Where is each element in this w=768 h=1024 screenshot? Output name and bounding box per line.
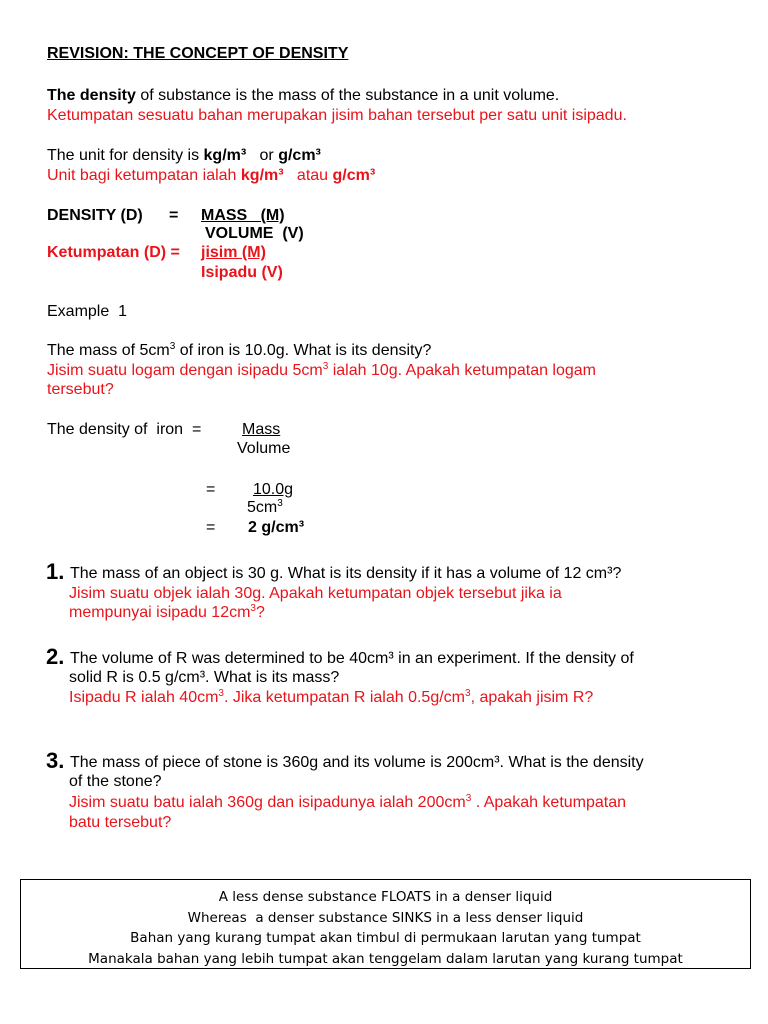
working-value-numerator: 10.0g	[253, 481, 294, 498]
question-2-malay	[69, 688, 593, 707]
question-number: 2.	[46, 644, 65, 669]
formula-malay-denominator: Isipadu (V)	[201, 264, 283, 281]
question-1-malay-part: mempunyai isipadu 12cm	[69, 604, 251, 621]
definition-term: The density	[47, 87, 136, 104]
question-number: 3.	[46, 748, 65, 773]
question-3-malay-2: batu tersebut?	[69, 814, 172, 831]
example-question-part: of iron is 10.0g. What is its density?	[175, 342, 432, 359]
unit-or: or	[246, 147, 279, 164]
question-1-text: The mass of an object is 30 g. What is its density if it has a volume of 12 cm³?	[70, 565, 622, 582]
question-3-malay	[69, 793, 626, 812]
question-1-malay-part: ?	[255, 604, 265, 621]
example-question-malay-2: tersebut?	[47, 381, 114, 398]
working-answer: 2 g/cm³	[248, 519, 305, 536]
superscript: 3	[322, 361, 329, 372]
example-question-malay	[47, 361, 596, 380]
unit-g: g/cm³	[278, 147, 321, 164]
example-question-part: The mass of 5cm	[47, 342, 170, 359]
note-line: Manakala bahan yang lebih tumpat akan tenggelam dalam larutan yang kurang tumpat	[88, 950, 683, 967]
question-3-text-2: of the stone?	[69, 773, 162, 790]
working-denominator: Volume	[237, 440, 291, 457]
definition-malay: Ketumpatan sesuatu bahan merupakan jisim bahan tersebut per satu unit isipadu.	[47, 107, 627, 124]
formula-malay-lhs: Ketumpatan (D) =	[47, 244, 180, 261]
question-3-malay-part: Jisim suatu batu ialah 360g dan isipadunya ialah 200cm	[69, 794, 466, 811]
question-3-text: The mass of piece of stone is 360g and its volume is 200cm³. What is the density	[70, 754, 644, 771]
superscript: 3	[465, 793, 472, 804]
definition-line	[47, 86, 559, 105]
question-2-text-2: solid R is 0.5 g/cm³. What is its mass?	[69, 669, 340, 686]
page-title: REVISION: THE CONCEPT OF DENSITY	[47, 45, 349, 62]
formula-numerator: MASS (M)	[201, 207, 285, 224]
formula-malay-numerator: jisim (M)	[201, 244, 266, 261]
working-value-denominator-base: 5cm	[247, 499, 278, 516]
unit-malay-g: g/cm³	[332, 167, 376, 184]
example-question	[47, 341, 431, 360]
unit-malay-prefix: Unit bagi ketumpatan ialah	[47, 167, 241, 184]
note-line: A less dense substance FLOATS in a denser liquid	[218, 889, 553, 905]
superscript: 3	[169, 341, 176, 352]
question-2-malay-part: , apakah jisim R?	[470, 689, 594, 706]
question-2-text: The volume of R was determined to be 40cm³ in an experiment. If the density of	[70, 650, 634, 667]
superscript: 3	[465, 688, 471, 699]
superscript: 3	[277, 498, 283, 509]
unit-malay-line	[47, 166, 375, 185]
working-numerator: Mass	[242, 421, 281, 438]
question-number: 1.	[46, 559, 65, 584]
note-box	[20, 879, 751, 969]
formula-denominator: VOLUME (V)	[205, 225, 304, 242]
note-line: Whereas a denser substance SINKS in a less denser liquid	[187, 909, 584, 926]
question-1-malay-2	[69, 603, 265, 622]
formula-equals: =	[169, 207, 179, 224]
question-3-malay-part: . Apakah ketumpatan	[471, 794, 627, 811]
question-1-malay: Jisim suatu objek ialah 30g. Apakah ketumpatan objek tersebut jika ia	[69, 585, 562, 602]
example-title: Example 1	[47, 303, 128, 320]
unit-line	[47, 146, 321, 165]
unit-kg: kg/m³	[203, 147, 247, 164]
unit-malay-kg: kg/m³	[240, 167, 284, 184]
unit-malay-or: atau	[283, 167, 333, 184]
working-lhs: The density of iron =	[47, 421, 202, 438]
superscript: 3	[218, 688, 224, 699]
question-2-malay-part: . Jika ketumpatan R ialah 0.5g/cm	[223, 689, 465, 706]
working-value-denominator	[247, 498, 283, 517]
working-equals-2: =	[206, 481, 216, 498]
superscript: 3	[250, 603, 256, 614]
example-malay-part: ialah 10g. Apakah ketumpatan logam	[328, 362, 597, 379]
working-equals-3: =	[206, 519, 216, 536]
question-2-malay-part: Isipadu R ialah 40cm	[69, 689, 219, 706]
example-malay-part: Jisim suatu logam dengan isipadu 5cm	[47, 362, 323, 379]
definition-text: of substance is the mass of the substance in a unit volume.	[135, 87, 560, 104]
note-line: Bahan yang kurang tumpat akan timbul di permukaan larutan yang tumpat	[130, 930, 641, 946]
unit-prefix: The unit for density is	[47, 147, 204, 164]
formula-lhs: DENSITY (D)	[47, 207, 143, 224]
